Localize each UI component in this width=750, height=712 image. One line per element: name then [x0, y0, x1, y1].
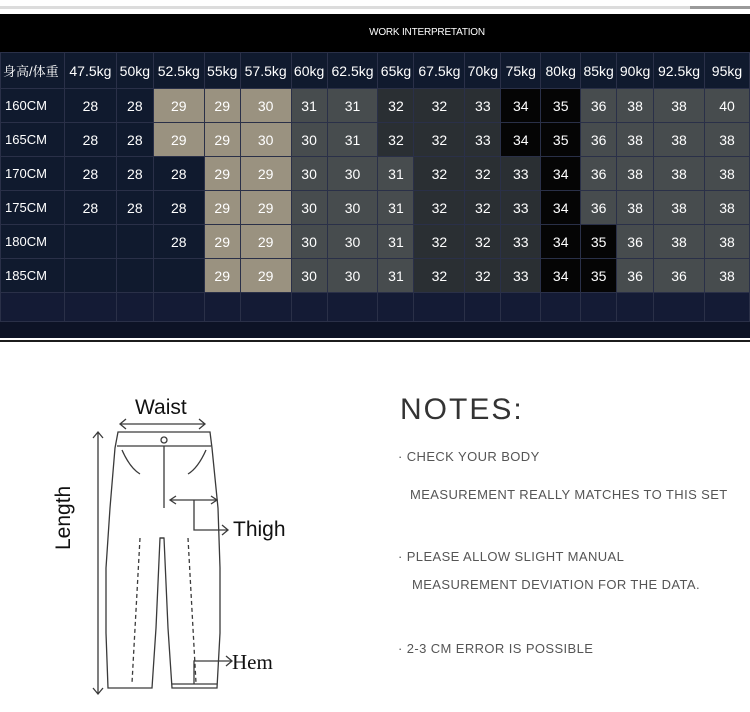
- size-cell: 29: [204, 225, 240, 259]
- size-cell: 38: [704, 123, 749, 157]
- note-line-5: · 2-3 CM ERROR IS POSSIBLE: [398, 641, 594, 656]
- size-cell: 36: [581, 191, 617, 225]
- size-cell: 32: [378, 123, 414, 157]
- size-cell: 33: [501, 259, 541, 293]
- weight-header-cell: 67.5kg: [414, 53, 465, 89]
- size-cell: 30: [240, 89, 291, 123]
- size-cell: 29: [240, 191, 291, 225]
- size-cell: 38: [654, 123, 705, 157]
- weight-header-cell: 47.5kg: [64, 53, 116, 89]
- size-cell: 28: [116, 89, 153, 123]
- size-cell: 29: [204, 123, 240, 157]
- footer-cell: [378, 293, 414, 322]
- size-cell: 30: [327, 259, 378, 293]
- corner-cell: 身高/体重: [1, 53, 65, 89]
- footer-cell: [1, 293, 65, 322]
- length-label: Length: [52, 485, 75, 550]
- size-cell: 28: [116, 157, 153, 191]
- footer-cell: [414, 293, 465, 322]
- notes-title: NOTES:: [400, 393, 524, 426]
- size-cell: 31: [291, 89, 327, 123]
- size-cell: 29: [240, 225, 291, 259]
- size-cell: 29: [240, 157, 291, 191]
- footer-cell: [240, 293, 291, 322]
- size-cell: 38: [617, 123, 654, 157]
- size-cell: 29: [153, 123, 204, 157]
- size-cell: 30: [240, 123, 291, 157]
- height-cell: 170CM: [1, 157, 65, 191]
- size-cell: 31: [378, 157, 414, 191]
- note-line-3: · PLEASE ALLOW SLIGHT MANUAL: [398, 549, 625, 564]
- size-cell: 38: [617, 157, 654, 191]
- size-cell: 38: [654, 191, 705, 225]
- size-cell: 28: [64, 191, 116, 225]
- size-cell: [116, 259, 153, 293]
- size-cell: 32: [414, 259, 465, 293]
- size-cell: 38: [704, 191, 749, 225]
- size-cell: 28: [116, 191, 153, 225]
- size-cell: 30: [291, 123, 327, 157]
- size-cell: 34: [501, 89, 541, 123]
- size-cell: 28: [64, 157, 116, 191]
- size-cell: 31: [327, 123, 378, 157]
- size-chart: [0, 52, 750, 338]
- table-footer-row: [1, 293, 750, 322]
- weight-header-cell: 80kg: [541, 53, 581, 89]
- note-line-1: · CHECK YOUR BODY: [398, 449, 540, 464]
- footer-cell: [153, 293, 204, 322]
- note-line-2: MEASUREMENT REALLY MATCHES TO THIS SET: [410, 487, 728, 502]
- size-cell: 32: [378, 89, 414, 123]
- top-divider-accent: [690, 6, 750, 9]
- hem-label: Hem: [232, 650, 273, 674]
- waist-label: Waist: [135, 396, 187, 419]
- size-cell: 35: [541, 89, 581, 123]
- section-divider: [0, 340, 750, 342]
- weight-header-cell: 62.5kg: [327, 53, 378, 89]
- footer-cell: [541, 293, 581, 322]
- size-cell: 31: [378, 191, 414, 225]
- size-cell: 33: [465, 89, 501, 123]
- size-cell: 40: [704, 89, 749, 123]
- height-cell: 180CM: [1, 225, 65, 259]
- footer-cell: [291, 293, 327, 322]
- weight-header-cell: 52.5kg: [153, 53, 204, 89]
- size-cell: 38: [704, 157, 749, 191]
- footer-cell: [501, 293, 541, 322]
- size-cell: 34: [501, 123, 541, 157]
- size-cell: 32: [414, 123, 465, 157]
- size-cell: 38: [617, 89, 654, 123]
- weight-header-cell: 57.5kg: [240, 53, 291, 89]
- size-cell: 31: [378, 259, 414, 293]
- size-cell: 38: [654, 157, 705, 191]
- size-cell: 30: [291, 157, 327, 191]
- height-cell: 165CM: [1, 123, 65, 157]
- footer-cell: [617, 293, 654, 322]
- size-cell: 33: [501, 157, 541, 191]
- size-cell: 28: [116, 123, 153, 157]
- height-cell: 160CM: [1, 89, 65, 123]
- size-cell: 31: [327, 89, 378, 123]
- size-cell: 29: [204, 259, 240, 293]
- footer-cell: [654, 293, 705, 322]
- size-cell: [116, 225, 153, 259]
- size-cell: 30: [291, 225, 327, 259]
- footer-cell: [327, 293, 378, 322]
- weight-header-cell: 90kg: [617, 53, 654, 89]
- table-row: [1, 123, 750, 157]
- size-cell: 36: [617, 259, 654, 293]
- size-cell: 29: [204, 89, 240, 123]
- footer-cell: [116, 293, 153, 322]
- size-cell: 32: [465, 157, 501, 191]
- size-cell: 28: [153, 225, 204, 259]
- size-cell: 32: [465, 191, 501, 225]
- table-header-bar: [0, 14, 750, 52]
- table-row: [1, 225, 750, 259]
- weight-header-cell: 85kg: [581, 53, 617, 89]
- size-cell: 29: [204, 191, 240, 225]
- size-cell: 38: [704, 225, 749, 259]
- size-cell: 32: [414, 191, 465, 225]
- weight-header-cell: 60kg: [291, 53, 327, 89]
- height-cell: 185CM: [1, 259, 65, 293]
- size-cell: 35: [581, 259, 617, 293]
- weight-header-cell: 95kg: [704, 53, 749, 89]
- thigh-label: Thigh: [233, 518, 286, 541]
- size-cell: 36: [581, 89, 617, 123]
- footer-cell: [204, 293, 240, 322]
- size-cell: 36: [654, 259, 705, 293]
- size-cell: 34: [541, 225, 581, 259]
- size-cell: 34: [541, 259, 581, 293]
- footer-cell: [581, 293, 617, 322]
- weight-header-cell: 65kg: [378, 53, 414, 89]
- weight-header-cell: 50kg: [116, 53, 153, 89]
- size-cell: 35: [541, 123, 581, 157]
- size-cell: 38: [704, 259, 749, 293]
- size-cell: 29: [240, 259, 291, 293]
- weight-header-cell: 75kg: [501, 53, 541, 89]
- size-cell: 28: [153, 157, 204, 191]
- size-cell: 28: [64, 89, 116, 123]
- header-title: WORK INTERPRETATION: [369, 27, 485, 38]
- weight-header-cell: 55kg: [204, 53, 240, 89]
- size-cell: 33: [501, 191, 541, 225]
- size-cell: 32: [465, 225, 501, 259]
- size-cell: 30: [327, 191, 378, 225]
- size-table: [0, 52, 750, 322]
- size-cell: 36: [581, 123, 617, 157]
- size-cell: 31: [378, 225, 414, 259]
- size-cell: 30: [291, 191, 327, 225]
- size-cell: 33: [465, 123, 501, 157]
- size-cell: [64, 225, 116, 259]
- size-cell: 30: [327, 157, 378, 191]
- size-cell: 34: [541, 191, 581, 225]
- table-row: [1, 157, 750, 191]
- size-cell: 36: [581, 157, 617, 191]
- size-cell: 32: [465, 259, 501, 293]
- size-cell: 35: [581, 225, 617, 259]
- footer-cell: [465, 293, 501, 322]
- table-row: [1, 259, 750, 293]
- size-cell: [153, 259, 204, 293]
- size-cell: 38: [617, 191, 654, 225]
- table-row: [1, 89, 750, 123]
- height-cell: 175CM: [1, 191, 65, 225]
- size-cell: 30: [291, 259, 327, 293]
- top-divider: [0, 6, 750, 9]
- footer-cell: [64, 293, 116, 322]
- size-cell: 30: [327, 225, 378, 259]
- size-cell: 36: [617, 225, 654, 259]
- weight-header-cell: 70kg: [465, 53, 501, 89]
- table-row: [1, 191, 750, 225]
- size-cell: 28: [153, 191, 204, 225]
- size-cell: 32: [414, 89, 465, 123]
- footer-cell: [704, 293, 749, 322]
- size-cell: 28: [64, 123, 116, 157]
- note-line-4: MEASUREMENT DEVIATION FOR THE DATA.: [412, 577, 700, 592]
- size-cell: 38: [654, 89, 705, 123]
- weight-header-cell: 92.5kg: [654, 53, 705, 89]
- weight-header-row: [1, 53, 750, 89]
- size-cell: 32: [414, 225, 465, 259]
- size-cell: [64, 259, 116, 293]
- size-cell: 34: [541, 157, 581, 191]
- size-cell: 32: [414, 157, 465, 191]
- size-cell: 38: [654, 225, 705, 259]
- size-cell: 29: [153, 89, 204, 123]
- size-cell: 29: [204, 157, 240, 191]
- size-cell: 33: [501, 225, 541, 259]
